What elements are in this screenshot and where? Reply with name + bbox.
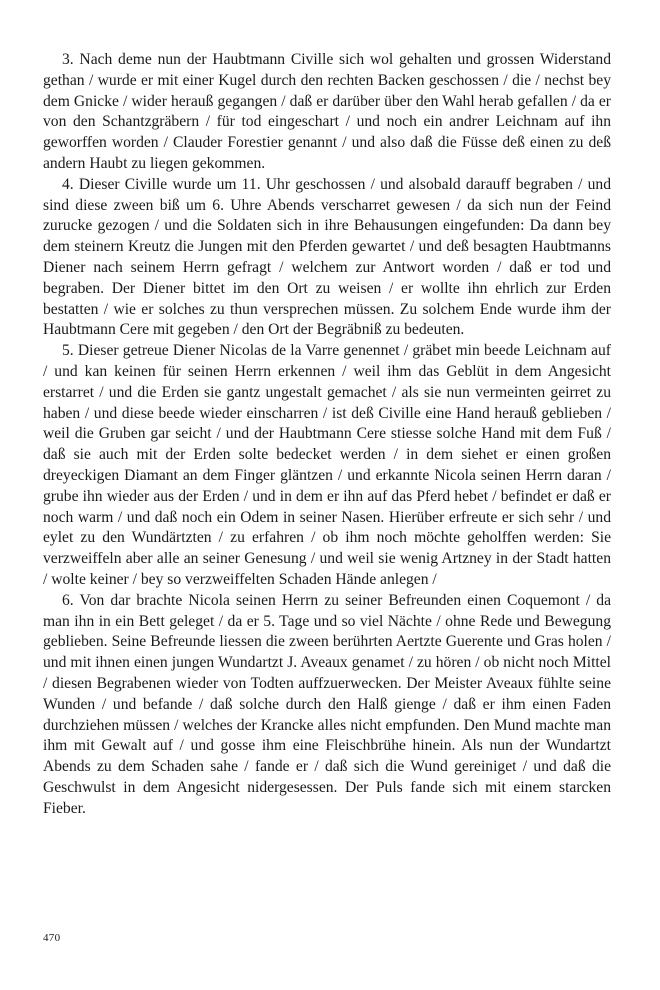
page-number: 470 [43,932,61,944]
paragraph-6: 6. Von dar brachte Nicola seinen Herrn zu seiner Befreunden einen Coquemont / da man ihn in ein Bett geleget / da er 5. Tage und so viel Nächte / ohne Rede und Bewegung geblieben. Seine Befreunde liessen die zween berührten Aertzte Guerente und Gras holen / und mit ihnen einen jungen Wundartzt J. Aveaux genamet / zu hören / ob nicht noch Mittel / diesen Begrabenen wieder von Todten auffzuerwecken. Der Meister Aveaux fühlte seine Wunden / und befande / daß solche durch den Halß gienge / daß er ihm einen Faden durchziehen müssen / welches der Krancke alles nicht empfunden. Den Mund machte man ihm mit Gewalt auf / und gosse ihm eine Fleischbrühe hinein. Als nun der Wundartzt Abends zu dem Schaden sahe / fande er / daß sich die Wund gereiniget / und daß die Geschwulst in dem Angesicht nidergesessen. Der Puls fande sich mit einem starcken Fieber. [43,591,611,817]
paragraph-5: 5. Dieser getreue Diener Nicolas de la Varre genennet / gräbet min beede Leichnam auf / und kan keinen für seinen Herrn erkennen / weil ihm das Geblüt in dem Angesicht erstarret / und die Erden sie gantz ungestalt gemachet / als sie nun vermeinten geirret zu haben / und diese beede wieder einscharren / ist deß Civille eine Hand herauß geblieben / weil die Gruben gar seicht / und der Haubtmann Cere stiesse solche Hand mit dem Fuß / daß sie auch mit der Erden solte bedecket werden / in dem siehet er einen großen dreyeckigen Diamant an dem Finger gläntzen / und erkannte Nicola seinen Herrn daran / grube ihn wieder aus der Erden / und in dem er ihn auf das Pferd hebet / befindet er daß er noch warm / und daß noch ein Odem in seiner Nasen. Hierüber erfreute er sich sehr / und eylet zu den Wundärtzten / zu erfahren / ob ihm noch möchte geholffen werden: Sie verzweiffeln aber alle an seiner Genesung / und weil sie wenig Artzney in der Stadt hatten / wolte keiner / bey so verzweiffelten Schaden Hände anlegen / [43,342,611,588]
text-body [43,50,611,819]
paragraph-4: 4. Dieser Civille wurde um 11. Uhr geschossen / und alsobald darauff begraben / und sind diese zween biß um 6. Uhre Abends verscharret gewesen / da sich nun der Feind zurucke gezogen / und die Soldaten sich in ihre Behausungen eingefunden: Da dann bey dem steinern Kreutz die Jungen mit den Pferden gewartet / und deß besagten Haubtmanns Diener nach seinem Herrn gefragt / welchem zur Antwort worden / daß er tod und begraben. Der Diener bittet im den Ort zu weisen / er wollte ihn ehrlich zur Erden bestatten / wie er solches zu thun versprechen müssen. Zu solchem Ende wurde ihm der Haubtmann Cere mit gegeben / den Ort der Begräbniß zu bedeuten. [43,175,611,339]
paragraph-3: 3. Nach deme nun der Haubtmann Civille sich wol gehalten und grossen Widerstand gethan / wurde er mit einer Kugel durch den rechten Backen geschossen / die / nechst bey dem Gnicke / wider herauß gegangen / daß er darüber über den Wahl herab gefallen / da er von den Schantzgräbern / für tod eingeschart / und noch ein andrer Leichnam auf ihn geworffen worden / Clauder Forestier genannt / und also daß die Füsse deß einen zu deß andern Haubt zu liegen gekommen. [43,51,611,172]
